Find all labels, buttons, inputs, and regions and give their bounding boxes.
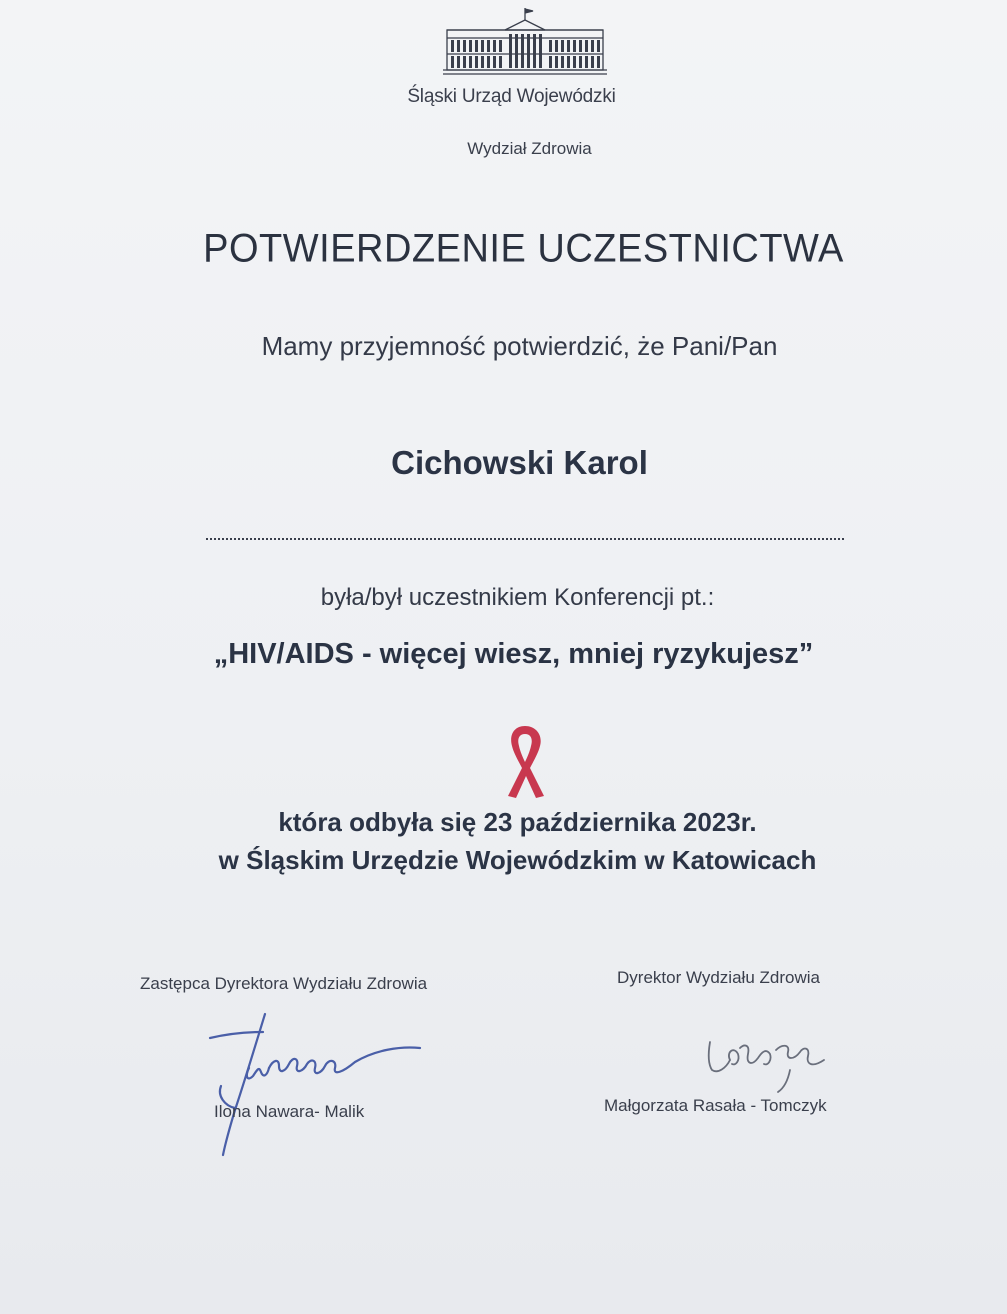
red-awareness-ribbon-icon — [500, 722, 550, 802]
government-building-icon — [443, 8, 607, 78]
organization-name: Śląski Urząd Wojewódzki — [407, 86, 616, 107]
name-dotted-line — [206, 528, 844, 540]
participant-name: Cichowski Karol — [391, 444, 648, 481]
handwritten-signature-icon — [700, 1030, 840, 1100]
handwritten-signature-icon — [205, 1010, 435, 1160]
right-signatory-role: Dyrektor Wydziału Zdrowia — [617, 968, 820, 987]
intro-text: Mamy przyjemność potwierdzić, że Pani/Pan — [261, 331, 778, 361]
event-venue-line: w Śląskim Urzędzie Wojewódzkim w Katowicach — [218, 845, 817, 875]
department-name: Wydział Zdrowia — [467, 139, 592, 158]
event-date-line: która odbyła się 23 października 2023r. — [278, 807, 757, 837]
left-signatory-role: Zastępca Dyrektora Wydziału Zdrowia — [140, 974, 428, 993]
right-signatory-name: Małgorzata Rasała - Tomczyk — [604, 1096, 827, 1115]
participation-text: była/był uczestnikiem Konferencji pt.: — [320, 584, 715, 611]
conference-title: „HIV/AIDS - więcej wiesz, mniej ryzykujesz” — [213, 638, 814, 670]
certificate-title: POTWIERDZENIE UCZESTNICTWA — [203, 226, 844, 272]
left-signatory-name: Ilona Nawara- Malik — [214, 1102, 365, 1121]
